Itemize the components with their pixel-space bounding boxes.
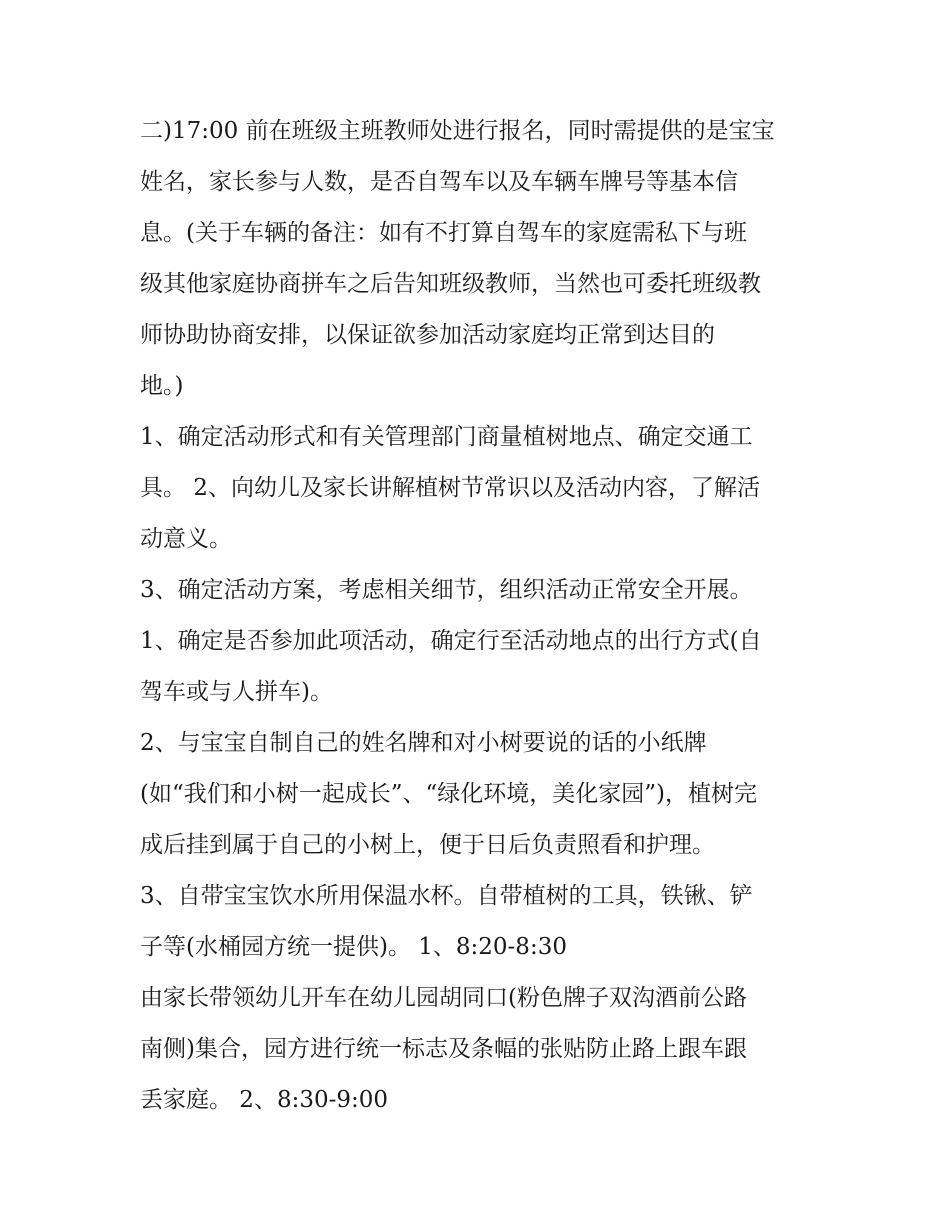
text-line: 地。) — [140, 373, 184, 399]
text-line: 级其他家庭协商拼车之后告知班级教师，当然也可委托班级教 — [140, 271, 761, 297]
text-line: 1、确定活动形式和有关管理部门商量植树地点、确定交通工 — [140, 424, 753, 450]
text-line: 动意义。 — [140, 526, 232, 552]
text-line: (如“我们和小树一起成长”、“绿化环境，美化家园”)，植树完 — [140, 781, 757, 807]
text-line: 3、自带宝宝饮水所用保温水杯。自带植树的工具，铁锹、铲 — [140, 883, 753, 909]
text-line: 驾车或与人拼车)。 — [140, 679, 333, 705]
text-line: 丢家庭。 2、8:30-9:00 — [140, 1087, 389, 1113]
text-line: 息。(关于车辆的备注：如有不打算自驾车的家庭需私下与班 — [140, 220, 747, 246]
text-line: 姓名，家长参与人数，是否自驾车以及车辆车牌号等基本信 — [140, 169, 738, 195]
text-line: 1、确定是否参加此项活动，确定行至活动地点的出行方式(自 — [140, 628, 762, 654]
text-line: 具。 2、向幼儿及家长讲解植树节常识以及活动内容，了解活 — [140, 475, 760, 501]
text-line: 二)17:00 前在班级主班教师处进行报名，同时需提供的是宝宝 — [140, 118, 775, 144]
text-line: 由家长带领幼儿开车在幼儿园胡同口(粉色牌子双沟酒前公路 — [140, 985, 747, 1011]
text-line: 师协助协商安排，以保证欲参加活动家庭均正常到达目的 — [140, 322, 715, 348]
text-line: 2、与宝宝自制自己的姓名牌和对小树要说的话的小纸牌 — [140, 730, 707, 756]
text-line: 子等(水桶园方统一提供)。 1、8:20-8:30 — [140, 934, 567, 960]
text-line: 3、确定活动方案，考虑相关细节，组织活动正常安全开展。 — [140, 577, 753, 603]
document-body — [140, 106, 840, 1126]
text-line: 南侧)集合，园方进行统一标志及条幅的张贴防止路上跟车跟 — [140, 1036, 747, 1062]
text-line: 成后挂到属于自己的小树上，便于日后负责照看和护理。 — [140, 832, 715, 858]
